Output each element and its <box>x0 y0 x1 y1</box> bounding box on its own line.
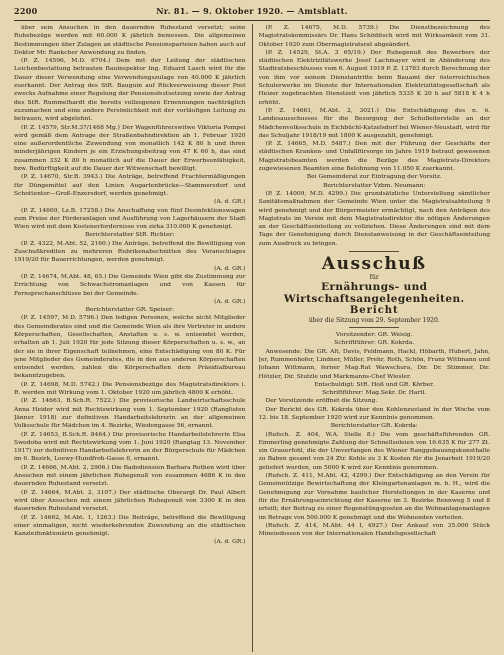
issue-line: Nr. 81. — 9. Oktober 1920. — Amtsblatt. <box>156 6 348 16</box>
paragraph: (P. Z. 14664, M.Abt. 2, 3107.) Der städtische Oberargt Dr. Paul Albert wird über Ansuchen mit einem jährlichen Ruhegenuß von 3300 K in den dauernden Ruhestand versetzt. <box>14 488 246 513</box>
paragraph: (P. Z. 14675, M.D. 5739.) Die Dienstbezeichnung des Magistratskommissärs Dr. Hans Schöditsch wird mit Wirksamkeit vom 31. Oktober 1920 zum Obermagistratsrat abgeändert. <box>258 24 490 48</box>
paragraph: (P. Z. 14579, Str.M.37/1468 Mg.) Der Wagenführerswitwe Viktoria Pompei wird gemäß dem Antrage der Straßenbahndirektion ab 1. Februar 1920 eine außerordentliche Zuwendung von monatlich 142 K 80 h und ihren minderjährigen Kindern je ein Erziehungsbeitrag von 47 K 60 h, das sind zusammen 332 K 80 h monatlich auf die Dauer der Erwerbsunfähigkeit, bzw. Bedürftigkeit auf die Dauer der Witwenschaft bewilligt. <box>14 123 246 173</box>
paragraph: (P. Z. 14653, B.Sch.R. 8464.) Die provisorische Handarbeitslehrerin Elsa Swodoba wird mit Rechtswirkung vom 1. Juni 1920 (Rangtag 13. November 1917) zur definitiven Handarbeitslehrerin an der Bürgerschule für Mädchen im 6. Bezirk, Loewy-Hundfroh-Gasse 6, ernannt. <box>14 430 246 463</box>
paragraph: Entschuldigt: StR. Hoß und GR. Körber. <box>314 380 435 388</box>
paragraph: (P. Z. 14597, M.D. 5796.) Den ledigen Personen, welche nicht Mitglieder des Gemeinderates sind und die Gemeinde Wien als ihre Vertreter in andere Körperschaften, Gesellschaften, Anstalten u. s. w. entsendet werden, erhalten ab 1. Juli 1920 für jede Sitzung dieser Körperschaften u. s. w., an der sie in ihrer Eigenschaft teilnehmen, eine Entschädigung von 80 K. Für jene Mitglieder des Gemeinderates, die in den aus anderen Körperschaften entsendet werden, zahlen die Körperschaften dem Präsidialbureau bekanntzugeben. <box>14 314 246 380</box>
paragraph: Berichterstatter StR. Richter: <box>85 231 175 239</box>
paragraph: (P. Z. 14669, Lz.B. 17258.) Die Anschaffung von fünf Desinfektionswagen zum Preise der Förderanlagen und Ausführung von Lagerhäusern der Stadt Wien wird mit dem Kostenerfordernisse von zirka 310.000 K genehmigt. <box>14 206 246 231</box>
paragraph: (P. Z. 4322, M.Abt. 52, 2160.) Die Anträge, betreffend die Bewilligung von Zuschußkrediten zu mehreren Rubrikenabschnitten des Voranschlages 1919/20 für Bauerrichtungen, werden genehmigt. <box>14 239 246 264</box>
paragraph: (P. Z. 14670, Str.B. 3943.) Die Anträge, betreffend Frachtermäßigungen für Düngemittel auf den Linien Augartenbrücke—Stammersdorf und Schottentor—Groß-Enzersdorf, werden genehmigt. <box>14 173 246 197</box>
report-heading: Bericht <box>349 305 399 317</box>
paragraph: (P. Z. 14666, M.Abt. 2, 2906.) Die Badediensien Barbara Rothen wird über Ansuchen mit einem jährlichen Ruhegenuß von zusammen 4686 K in den dauernden Ruhestand versetzt. <box>14 463 246 488</box>
column-divider <box>252 24 253 652</box>
session-date: über die Sitzung vom 29. September 1920. <box>308 317 440 325</box>
paragraph: (P. Z. 14663, B.Sch.R. 7522.) Die provisorische Landwirtschaftsschule Anna Heider wird mit Rechtswirkung vom 1. September 1920 (Ranglisten Jänner 1918) zur definitiven Handarbeitslehrerin an der allgemeinen Volksschule für Mädchen im 4. Bezirke, Wiedengasse 56, ernannt. <box>14 397 246 430</box>
paragraph: (Rufsch. Z. 404, W.A. Stelle 8.) Die vom geschäftsführenden GR. Emmerling genehmigte Zahlung der Schnellsoleien von 16.635 K für 277 Zt. ein Grauerfohl, die der Umverfangen des Wiener Ranggebauungskunsthalle zu Baben gesamt von 24 Ztr. Kohle zu 3 K Kosten für die Jenarbeit 1919/20 geliefert wurden, um 5000 K wird zur Kenntnis genommen. <box>258 430 490 471</box>
paragraph: (A. d. GR.) <box>214 297 246 305</box>
paragraph: Berichterstatter GR. Speiser: <box>85 306 174 314</box>
paragraph: (Rufsch. Z. 414, M.Abt. 44 I, 4927.) Der Ankauf von 35.000 Stück Mineiedossen von der Internationalen Handelsgesellschaft <box>258 521 490 538</box>
section-rule-2 <box>349 327 399 328</box>
left-column <box>14 24 246 652</box>
committee-subtitle: Ernährungs- und Wirtschaftsangelegenheiten. <box>283 281 465 306</box>
page-number: 2200 <box>14 6 38 16</box>
paragraph: (P. Z. 14596, M.D. 6704.) Dem mit der Leitung der städtischen Leichenbestattung betrauten Bauinspektor Ing. Eduard Lasch wird für die Dauer dieser Verwendung eine Verwendungszulage von 40.000 K jährlich zuerkannt. Der Antrag des StR. Bauguin auf Rückverweisung dieser Post zwecks Aufnahme einer Regelung der Pensionsfestsetzung sowie der Antrag des StR. Rummelhardt die bereits vollzogenen Ernennungen nachträglich zuzumachen und eine andere Persönlichkeit mit der vorläufigen Leitung zu betrauen, wird abgelehnt. <box>14 57 246 123</box>
paragraph: Anwesende: Die GR. Alt, Davis, Feldmann, Hackl, Höbarth, Hubert, Jahn, Jer, Rummenhofer, Lindner, Müller, Prehr, Roth, Schön, Franz Wittmann und Johann Wittmann, ferner Mag.Rat Wawschura, Dir. Dr. Stimmer, Dir. Hötzler, Dir. Stutzle und Markmanns-Chef Wiesler. <box>258 347 490 380</box>
paragraph: Bei Gemeinderat zur Eintragung der Vorsitz. <box>306 173 442 181</box>
paragraph: (P. Z. 14662, M.Abt. 1, 1263.) Die Beiträge, betreffend die Bewilligung einer einmaligen, nicht wiederkehrenden Zuwendung an die städtischen Kanzleifunktionärin genehmigt. <box>14 513 246 538</box>
paragraph: Der Vorsitzende eröffnet die Sitzung. <box>265 397 378 405</box>
section-rule <box>349 251 399 252</box>
paragraph: Schriftführer: GR. Kokrda. <box>334 339 415 347</box>
paragraph: (P. Z. 14674, M.Abt. 48, 65.) Die Gemeinde Wien gibt die Zustimmung zur Errichtung von Schwachstromanlagen und von Kassen für Fernsprechanschlüsse bei der Gemeinde. <box>14 272 246 297</box>
paragraph: Berichterstatter GR. Kokrda: <box>330 422 418 430</box>
paragraph: Berichterstatter Vzbm. Neumann: <box>323 181 426 189</box>
paragraph: (P. Z. 14009, M.D. 4299.) Die grundsätzliche Unterstellung sämtlicher Sanitätsmaßnahmen der Gemeinde Wien unter die Magistratsabteilung 9 wird genehmigt und der Bürgermeister ermächtigt, nach den Anträgen des Magistrats im Verein mit dem Magistratsdirektor die nötigen Änderungen an der Geschäftseinteilung zu vollziehen. Diese Änderungen sind mit dem Tage der Genehmigung durch Dienstanweisung in der Geschäftseinteilung zum Ausdruck zu bringen. <box>258 189 490 247</box>
committee-title: Ausschuß <box>321 254 427 275</box>
right-column-bottom <box>259 331 491 538</box>
paragraph: Vorsitzender: GR. Weisig. <box>335 331 413 339</box>
paragraph: über sein Ansuchen in den dauernden Ruhestand versetzt; seine Ruhebezüge werden mit 60.000 K jährlich bemessen. Die allgemeinen Bestimmungen über Zulagen an städtische Pensionsparteien haben auch auf Doktor Mr. Rankcher Anwendung zu finden. <box>14 24 246 56</box>
paragraph: (A. d. GR.) <box>214 264 246 272</box>
paragraph: (P. Z. 14661, M.Abt. 2, 3021.) Die Entschädigung des n. ö. Landesausschusses für die Besorgung der Schulleiterstelle an der Mädchenvolksschule in Eichbüchl-Katzelsdorf bei Wiener-Neustadt, wird für das Schuljahr 1918/19 mit 1800 K ausgezahlt, genehmigt. <box>258 106 490 139</box>
paragraph: (A. d. GR.) <box>214 198 246 206</box>
paragraph: (A. d. GR.) <box>214 538 246 546</box>
header-rule <box>14 20 490 21</box>
committee-for: für <box>369 274 379 282</box>
right-column-top <box>259 24 491 248</box>
paragraph: (Rufsch. Z. 411, M.Abt. 42, 4299.) Der Entschädigung an den Verein für Gemeinnützige Bewirtschaftung der Kleingartenanlagen m. b. H., wird die Genehmigung zur Vornahme baulicher Herstellungen in der Kaserne und für die Ernährungseinrichtung der Kaserne im 3. Bezirke Rennweg 5 und 8 erteilt; der Beitrag zu einer Regenstüngsposten an die Wohnanlagenanlagen im Betrage von 500.000 K genehmigt und die Wohnenden verteilen. <box>258 472 490 521</box>
paragraph: (P. Z. 14665, M.D. 5487.) Den mit der Führung der Geschäfte der städtischen Kranken- und Unfallfürsorge im Jahre 1919 betraut gewesenen Magistratsbeamten werden die Bezüge des Magistrats-Direktors zugewiesenen Beamten eine Belohnung von 11.050 K zuerkannt. <box>258 140 490 173</box>
paragraph: (P. Z. 14529, St.A. 3 65/19.) Der Ruhegenuß des Bewerbers der städtischen Elektrizitätswerke Josef Lachmayer wird in Abänderung des Stadtratsbeschlusses vom 6. August 1919 P. Z. 13783 durch Berechnung der von ihm vor seinem Dienstantritte beim Bauamt der österreichischen Schulerwerke im Dienste der Internationalen Elektrizitätsgesellschaft als Heizer zugebrachten Dienstzeit von jährlich 5335 K 20 h auf 5818 K 4 h erhöht. <box>258 48 490 106</box>
two-column-body <box>14 24 490 652</box>
page-header <box>14 6 490 18</box>
paragraph: (P. Z. 14698, M.D. 5742.) Die Pensionsbezüge des Magistratsdirektors i. R. werden mit Wirkung vom 1. Oktober 1920 um jährlich 4800 K erhöht. <box>14 380 246 397</box>
paragraph: Der Bericht des GR. Kokrda über den Kohlenzustand in der Woche vom 12. bis 18. September 1920 wird zur Kenntnis genommen. <box>258 405 490 421</box>
paragraph: Schriftführer: Mag.Sekr. Dr. Hartl. <box>322 389 427 397</box>
right-column <box>259 24 491 652</box>
